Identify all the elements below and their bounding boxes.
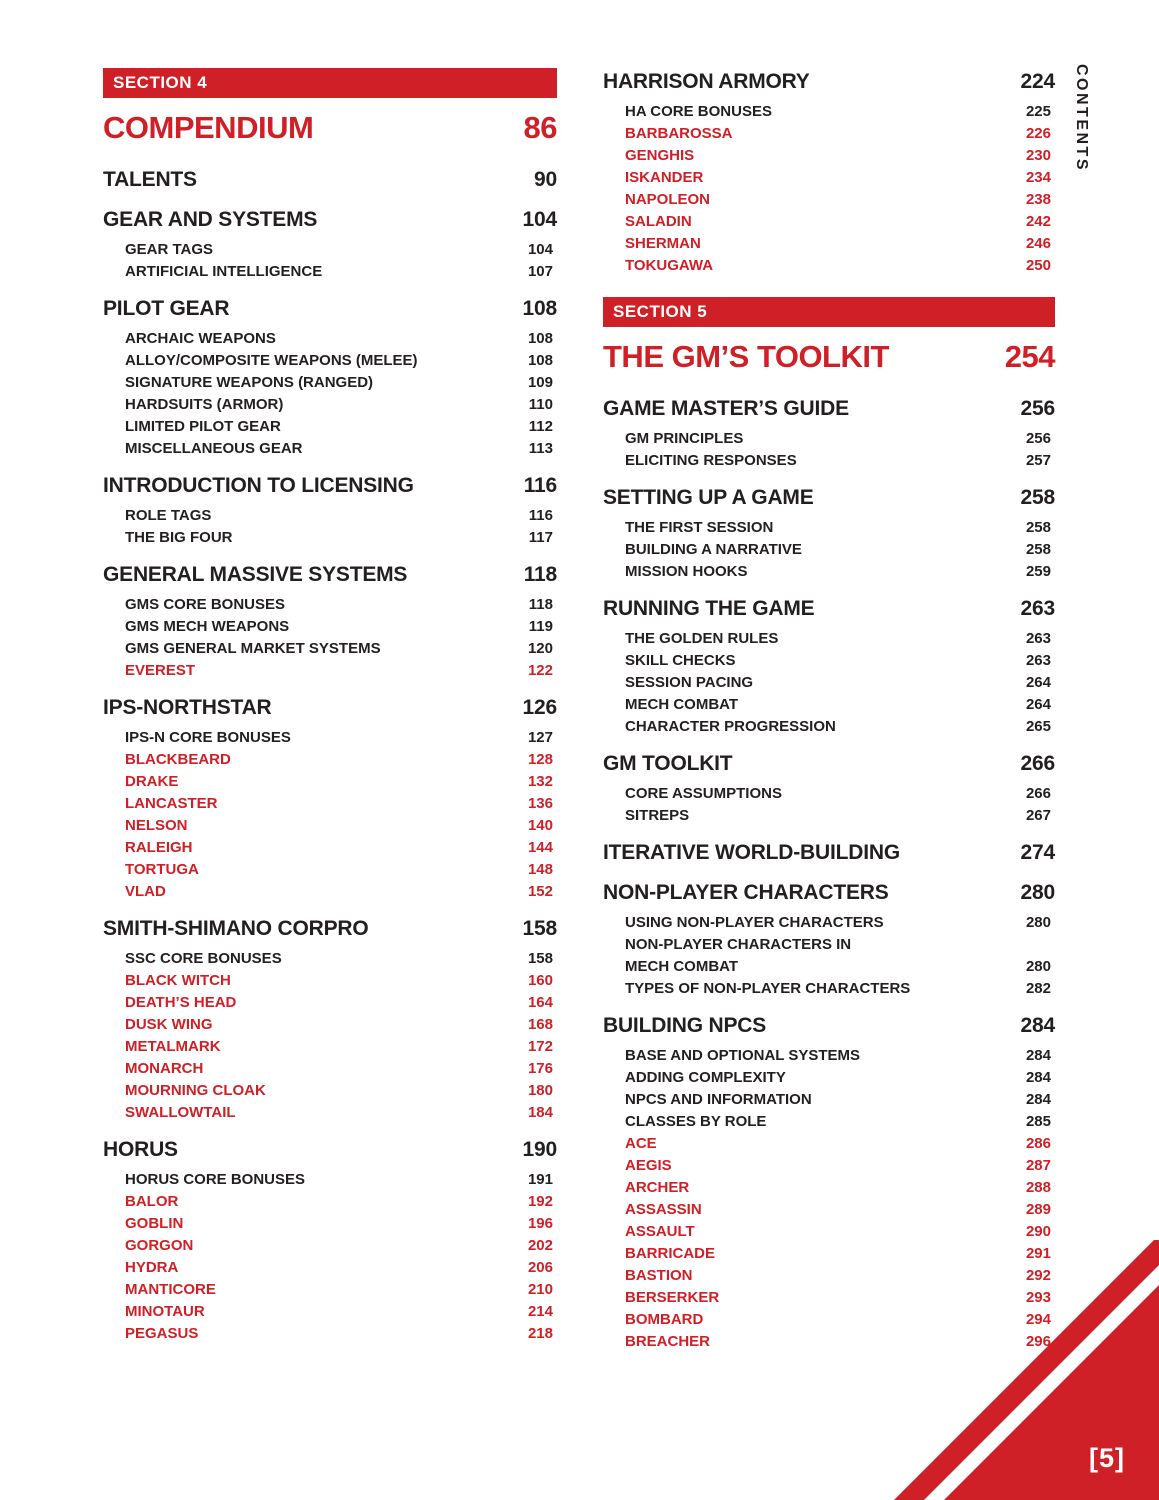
toc-entry-page-number: 266	[1025, 785, 1051, 802]
toc-group-title: GAME MASTER’S GUIDE	[603, 397, 849, 420]
toc-entry	[603, 167, 1055, 189]
toc-entry	[103, 350, 557, 372]
toc-entry-label: ARTIFICIAL INTELLIGENCE	[125, 263, 323, 280]
toc-entry	[603, 650, 1055, 672]
toc-entry-page-number: 180	[527, 1082, 553, 1099]
toc-entry	[603, 255, 1055, 277]
toc-entry	[603, 912, 1055, 934]
toc-entry-page-number: 172	[527, 1038, 553, 1055]
toc-entry-label: MINOTAUR	[125, 1303, 205, 1320]
toc-entry-label: NPCS AND INFORMATION	[625, 1091, 812, 1108]
toc-group-title: HARRISON ARMORY	[603, 70, 810, 93]
toc-group-title: INTRODUCTION TO LICENSING	[103, 474, 414, 497]
toc-entry	[103, 239, 557, 261]
toc-entry-label: TOKUGAWA	[625, 257, 714, 274]
toc-entry-page-number: 210	[527, 1281, 553, 1298]
toc-entry-page-number: 184	[527, 1104, 553, 1121]
toc-entry-label: TORTUGA	[125, 861, 199, 878]
toc-entry-page-number: 132	[527, 773, 553, 790]
toc-group-heading	[103, 472, 557, 500]
toc-entry-label: CLASSES BY ROLE	[625, 1113, 767, 1130]
toc-entry-page-number: 267	[1025, 807, 1051, 824]
toc-group-heading	[103, 206, 557, 234]
toc-entry	[103, 1058, 557, 1080]
toc-entry-page-number: 214	[527, 1303, 553, 1320]
toc-entry	[103, 948, 557, 970]
toc-group-page-number: 108	[522, 297, 557, 320]
toc-group-heading	[103, 1136, 557, 1164]
toc-entry	[103, 727, 557, 749]
toc-entry-label: GEAR TAGS	[125, 241, 214, 258]
toc-group-heading	[103, 295, 557, 323]
toc-entry-label: MECH COMBAT	[625, 696, 739, 713]
toc-entry	[103, 660, 557, 682]
toc-group	[603, 68, 1055, 277]
toc-entry-page-number: 108	[527, 352, 553, 369]
toc-group	[603, 839, 1055, 867]
toc-group	[603, 595, 1055, 738]
toc-entry-page-number: 108	[527, 330, 553, 347]
toc-entry-page-number: 225	[1025, 103, 1051, 120]
toc-entry	[103, 616, 557, 638]
toc-group-heading	[603, 395, 1055, 423]
toc-entry	[103, 749, 557, 771]
toc-entry-label: VLAD	[125, 883, 166, 900]
toc-entry-page-number: 191	[527, 1171, 553, 1188]
toc-column-right	[603, 68, 1055, 1365]
toc-entry-label: IPS-N CORE BONUSES	[125, 729, 291, 746]
toc-group-title: GM TOOLKIT	[603, 752, 733, 775]
toc-entry	[103, 793, 557, 815]
toc-entry-label: USING NON-PLAYER CHARACTERS	[625, 914, 884, 931]
toc-entry-label: PEGASUS	[125, 1325, 199, 1342]
toc-entry-label: CORE ASSUMPTIONS	[625, 785, 782, 802]
toc-entry-label: DEATH’S HEAD	[125, 994, 237, 1011]
toc-entry-label: SWALLOWTAIL	[125, 1104, 236, 1121]
toc-entry-page-number: 284	[1025, 1091, 1051, 1108]
toc-entry-label: DUSK WING	[125, 1016, 213, 1033]
toc-group-heading	[103, 915, 557, 943]
toc-entry	[603, 934, 1055, 956]
toc-entry-label: ASSASSIN	[625, 1201, 702, 1218]
toc-entry-label: THE BIG FOUR	[125, 529, 233, 546]
chapter-page-number: 86	[523, 110, 557, 145]
toc-entry-page-number: 284	[1025, 1069, 1051, 1086]
toc-group-title: IPS-NORTHSTAR	[103, 696, 272, 719]
toc-entry-page-number: 280	[1025, 914, 1051, 931]
toc-entry-label: NON-PLAYER CHARACTERS IN	[625, 936, 852, 953]
toc-group	[603, 750, 1055, 827]
toc-entry	[103, 328, 557, 350]
toc-entry	[603, 783, 1055, 805]
toc-group-title: RUNNING THE GAME	[603, 597, 815, 620]
toc-entry-label: BARRICADE	[625, 1245, 715, 1262]
toc-entry-label: MECH COMBAT	[625, 958, 739, 975]
toc-entry	[103, 815, 557, 837]
page-number: [5]	[1089, 1443, 1125, 1473]
toc-group-page-number: 263	[1020, 597, 1055, 620]
toc-entry-page-number: 192	[527, 1193, 553, 1210]
toc-entry-page-number: 158	[527, 950, 553, 967]
toc-entry	[603, 628, 1055, 650]
toc-group-page-number: 284	[1020, 1014, 1055, 1037]
toc-entry-page-number: 264	[1025, 674, 1051, 691]
toc-entry	[603, 1133, 1055, 1155]
toc-entry-page-number: 287	[1025, 1157, 1051, 1174]
toc-entry-page-number: 196	[527, 1215, 553, 1232]
toc-entry-label: GORGON	[125, 1237, 194, 1254]
toc-entry	[603, 1089, 1055, 1111]
toc-entry-page-number: 250	[1025, 257, 1051, 274]
toc-group-page-number: 116	[523, 474, 557, 497]
toc-entry-label: METALMARK	[125, 1038, 221, 1055]
toc-entry-page-number: 202	[527, 1237, 553, 1254]
toc-group	[103, 472, 557, 549]
toc-entry	[103, 505, 557, 527]
toc-group-page-number: 126	[522, 696, 557, 719]
toc-entry	[103, 394, 557, 416]
toc-entry-page-number: 120	[527, 640, 553, 657]
toc-group	[103, 694, 557, 903]
toc-entry	[603, 233, 1055, 255]
toc-entry-label: CHARACTER PROGRESSION	[625, 718, 836, 735]
toc-group-heading	[603, 839, 1055, 867]
toc-entry-label: ADDING COMPLEXITY	[625, 1069, 786, 1086]
toc-entry	[603, 1067, 1055, 1089]
toc-group-heading	[103, 694, 557, 722]
toc-group-title: NON-PLAYER CHARACTERS	[603, 881, 889, 904]
toc-group-page-number: 266	[1020, 752, 1055, 775]
toc-entry	[603, 956, 1055, 978]
toc-entry	[103, 837, 557, 859]
toc-entry	[103, 527, 557, 549]
toc-entry-label: BUILDING A NARRATIVE	[625, 541, 802, 558]
toc-group	[103, 206, 557, 283]
toc-entry-page-number: 285	[1025, 1113, 1051, 1130]
toc-entry-label: BOMBARD	[625, 1311, 704, 1328]
toc-group-page-number: 256	[1020, 397, 1055, 420]
toc-entry-label: ELICITING RESPONSES	[625, 452, 797, 469]
chapter-title: COMPENDIUM	[103, 110, 314, 145]
toc-entry	[603, 101, 1055, 123]
toc-group	[603, 879, 1055, 1000]
toc-entry-label: BASE AND OPTIONAL SYSTEMS	[625, 1047, 861, 1064]
toc-entry-page-number: 176	[527, 1060, 553, 1077]
toc-entry-label: THE GOLDEN RULES	[625, 630, 779, 647]
toc-entry	[603, 517, 1055, 539]
toc-entry-label: DRAKE	[125, 773, 179, 790]
toc-entry	[103, 1257, 557, 1279]
toc-entry-page-number: 290	[1025, 1223, 1051, 1240]
toc-entry-label: SITREPS	[625, 807, 690, 824]
toc-entry	[103, 372, 557, 394]
toc-entry-page-number: 296	[1025, 1333, 1051, 1350]
toc-group-title: PILOT GEAR	[103, 297, 230, 320]
chapter-heading	[603, 339, 1055, 375]
toc-group-heading	[603, 1012, 1055, 1040]
toc-entry	[603, 189, 1055, 211]
toc-entry-label: SHERMAN	[625, 235, 701, 252]
toc-entry-page-number: 119	[528, 618, 553, 635]
toc-entry	[103, 970, 557, 992]
toc-group-heading	[603, 68, 1055, 96]
toc-entry-label: BLACKBEARD	[125, 751, 231, 768]
toc-entry-label: NELSON	[125, 817, 188, 834]
toc-entry-page-number: 246	[1025, 235, 1051, 252]
toc-entry	[103, 1014, 557, 1036]
chapter-title: THE GM’S TOOLKIT	[603, 339, 889, 374]
toc-entry	[603, 672, 1055, 694]
toc-entry-page-number: 122	[527, 662, 553, 679]
toc-entry-label: RALEIGH	[125, 839, 193, 856]
toc-group-title: GEAR AND SYSTEMS	[103, 208, 318, 231]
toc-entry	[603, 1111, 1055, 1133]
toc-group-heading	[603, 484, 1055, 512]
toc-entry-page-number: 258	[1025, 519, 1051, 536]
toc-group-page-number: 190	[522, 1138, 557, 1161]
toc-entry-page-number: 206	[527, 1259, 553, 1276]
toc-entry	[103, 594, 557, 616]
toc-entry	[103, 1235, 557, 1257]
toc-entry-label: ASSAULT	[625, 1223, 695, 1240]
toc-entry-page-number: 118	[528, 596, 553, 613]
toc-entry	[103, 859, 557, 881]
toc-entry-label: NAPOLEON	[625, 191, 711, 208]
toc-entry	[603, 428, 1055, 450]
toc-group-title: SMITH-SHIMANO CORPRO	[103, 917, 369, 940]
toc-entry-page-number: 164	[527, 994, 553, 1011]
section-label-bar: SECTION 5	[603, 297, 1055, 327]
toc-entry-label: ROLE TAGS	[125, 507, 212, 524]
chapter-page-number: 254	[1004, 339, 1055, 374]
toc-entry-page-number: 294	[1025, 1311, 1051, 1328]
toc-entry-page-number: 293	[1025, 1289, 1051, 1306]
toc-entry-label: THE FIRST SESSION	[625, 519, 774, 536]
toc-group-page-number: 104	[522, 208, 557, 231]
toc-entry-page-number: 234	[1025, 169, 1051, 186]
toc-entry-label: GMS MECH WEAPONS	[125, 618, 290, 635]
toc-entry-label: ACE	[625, 1135, 657, 1152]
toc-entry-page-number: 238	[1025, 191, 1051, 208]
toc-column-left	[103, 68, 557, 1357]
toc-group-page-number: 90	[534, 168, 557, 191]
toc-group-page-number: 118	[523, 563, 557, 586]
toc-entry-label: ALLOY/COMPOSITE WEAPONS (MELEE)	[125, 352, 418, 369]
toc-entry-label: BREACHER	[625, 1333, 711, 1350]
toc-entry-label: SIGNATURE WEAPONS (RANGED)	[125, 374, 374, 391]
toc-entry-page-number: 280	[1025, 958, 1051, 975]
toc-entry	[103, 1213, 557, 1235]
toc-entry-label: MISCELLANEOUS GEAR	[125, 440, 303, 457]
toc-entry-label: ARCHER	[625, 1179, 690, 1196]
toc-entry	[603, 1199, 1055, 1221]
chapter-heading	[103, 110, 557, 146]
toc-entry-label: GMS GENERAL MARKET SYSTEMS	[125, 640, 381, 657]
toc-entry-page-number: 116	[528, 507, 553, 524]
toc-entry-page-number: 284	[1025, 1047, 1051, 1064]
toc-entry-page-number: 263	[1025, 630, 1051, 647]
toc-entry-page-number: 140	[527, 817, 553, 834]
toc-entry	[103, 638, 557, 660]
toc-entry-label: LANCASTER	[125, 795, 218, 812]
toc-group-title: SETTING UP A GAME	[603, 486, 814, 509]
toc-entry-label: GOBLIN	[125, 1215, 184, 1232]
toc-entry-label: BALOR	[125, 1193, 179, 1210]
toc-entry	[603, 145, 1055, 167]
toc-entry-page-number: 256	[1025, 430, 1051, 447]
toc-entry-label: LIMITED PILOT GEAR	[125, 418, 281, 435]
toc-group-title: BUILDING NPCS	[603, 1014, 767, 1037]
toc-entry-page-number: 282	[1025, 980, 1051, 997]
toc-entry-page-number: 144	[527, 839, 553, 856]
toc-entry-page-number: 113	[528, 440, 553, 457]
toc-entry-page-number: 265	[1025, 718, 1051, 735]
toc-group-heading	[103, 561, 557, 589]
toc-group	[103, 1136, 557, 1345]
toc-entry	[103, 1169, 557, 1191]
toc-entry	[103, 261, 557, 283]
toc-entry-page-number: 264	[1025, 696, 1051, 713]
toc-entry-label: MONARCH	[125, 1060, 204, 1077]
toc-entry-label: ISKANDER	[625, 169, 704, 186]
toc-entry-label: BASTION	[625, 1267, 693, 1284]
toc-entry	[603, 450, 1055, 472]
toc-entry	[103, 416, 557, 438]
toc-entry-page-number: 112	[528, 418, 553, 435]
toc-entry-page-number: 288	[1025, 1179, 1051, 1196]
toc-entry-label: MOURNING CLOAK	[125, 1082, 266, 1099]
toc-entry-page-number: 226	[1025, 125, 1051, 142]
toc-group-page-number: 274	[1020, 841, 1055, 864]
toc-entry-page-number: 127	[527, 729, 553, 746]
toc-entry-label: EVEREST	[125, 662, 196, 679]
toc-entry	[603, 561, 1055, 583]
toc-entry	[103, 1301, 557, 1323]
toc-entry-label: BLACK WITCH	[125, 972, 231, 989]
toc-group	[603, 395, 1055, 472]
contents-sidebar-label: CONTENTS	[1073, 64, 1090, 172]
toc-entry	[603, 1155, 1055, 1177]
toc-entry-page-number: 242	[1025, 213, 1051, 230]
toc-entry	[603, 123, 1055, 145]
toc-group-page-number: 158	[522, 917, 557, 940]
toc-group	[103, 915, 557, 1124]
toc-entry	[103, 1080, 557, 1102]
toc-entry-page-number: 286	[1025, 1135, 1051, 1152]
section-label-bar: SECTION 4	[103, 68, 557, 98]
toc-group-heading	[603, 750, 1055, 778]
toc-group-title: HORUS	[103, 1138, 178, 1161]
toc-entry-label: MISSION HOOKS	[625, 563, 748, 580]
toc-entry	[103, 771, 557, 793]
toc-group-heading	[603, 595, 1055, 623]
toc-entry	[603, 694, 1055, 716]
corner-triangle-main	[944, 1285, 1159, 1500]
toc-entry-label: BARBAROSSA	[625, 125, 733, 142]
toc-entry-label: HYDRA	[125, 1259, 179, 1276]
toc-entry	[103, 1323, 557, 1345]
toc-entry-page-number: 218	[527, 1325, 553, 1342]
toc-group-page-number: 224	[1020, 70, 1055, 93]
toc-group-title: TALENTS	[103, 168, 197, 191]
toc-group-title: GENERAL MASSIVE SYSTEMS	[103, 563, 408, 586]
toc-entry-page-number: 160	[527, 972, 553, 989]
toc-entry	[603, 716, 1055, 738]
toc-group-heading	[603, 879, 1055, 907]
toc-entry-page-number: 263	[1025, 652, 1051, 669]
toc-entry	[603, 1045, 1055, 1067]
toc-entry	[103, 438, 557, 460]
toc-entry-label: HORUS CORE BONUSES	[125, 1171, 306, 1188]
toc-entry-page-number: 107	[527, 263, 553, 280]
toc-entry-page-number: 168	[527, 1016, 553, 1033]
toc-entry-label: SKILL CHECKS	[625, 652, 736, 669]
toc-group	[103, 561, 557, 682]
toc-entry-page-number: 117	[528, 529, 553, 546]
toc-entry	[103, 992, 557, 1014]
toc-group-title: ITERATIVE WORLD-BUILDING	[603, 841, 900, 864]
toc-entry-page-number: 148	[527, 861, 553, 878]
toc-entry	[603, 539, 1055, 561]
toc-entry-page-number: 291	[1025, 1245, 1051, 1262]
toc-entry-label: AEGIS	[625, 1157, 672, 1174]
toc-entry	[103, 1036, 557, 1058]
toc-entry-page-number: 258	[1025, 541, 1051, 558]
toc-entry-label: BERSERKER	[625, 1289, 720, 1306]
toc-group	[603, 484, 1055, 583]
toc-entry	[603, 805, 1055, 827]
toc-entry-label: HARDSUITS (ARMOR)	[125, 396, 284, 413]
toc-entry	[103, 1191, 557, 1213]
toc-entry-page-number: 259	[1025, 563, 1051, 580]
toc-entry-label: SESSION PACING	[625, 674, 754, 691]
toc-entry-label: HA CORE BONUSES	[625, 103, 772, 120]
toc-entry-page-number: 289	[1025, 1201, 1051, 1218]
toc-entry-page-number: 109	[527, 374, 553, 391]
toc-entry-label: MANTICORE	[125, 1281, 216, 1298]
toc-entry	[603, 211, 1055, 233]
toc-entry-label: SALADIN	[625, 213, 692, 230]
toc-entry	[603, 978, 1055, 1000]
toc-entry	[603, 1177, 1055, 1199]
toc-entry	[103, 1279, 557, 1301]
toc-group-page-number: 258	[1020, 486, 1055, 509]
toc-entry-label: SSC CORE BONUSES	[125, 950, 282, 967]
toc-group	[103, 166, 557, 194]
toc-entry	[103, 1102, 557, 1124]
toc-entry-label: TYPES OF NON-PLAYER CHARACTERS	[625, 980, 911, 997]
toc-entry-label: GENGHIS	[625, 147, 695, 164]
toc-entry-page-number: 128	[527, 751, 553, 768]
toc-entry-label: ARCHAIC WEAPONS	[125, 330, 276, 347]
toc-entry-page-number: 292	[1025, 1267, 1051, 1284]
toc-entry-page-number: 136	[527, 795, 553, 812]
toc-entry-page-number: 104	[527, 241, 553, 258]
toc-entry-page-number: 110	[528, 396, 553, 413]
toc-group-page-number: 280	[1020, 881, 1055, 904]
toc-entry-page-number: 257	[1025, 452, 1051, 469]
toc-entry	[103, 881, 557, 903]
toc-group	[103, 295, 557, 460]
toc-group-heading	[103, 166, 557, 194]
toc-entry-page-number: 230	[1025, 147, 1051, 164]
toc-entry-label: GM PRINCIPLES	[625, 430, 744, 447]
toc-entry-page-number: 152	[527, 883, 553, 900]
toc-entry-label: GMS CORE BONUSES	[125, 596, 286, 613]
